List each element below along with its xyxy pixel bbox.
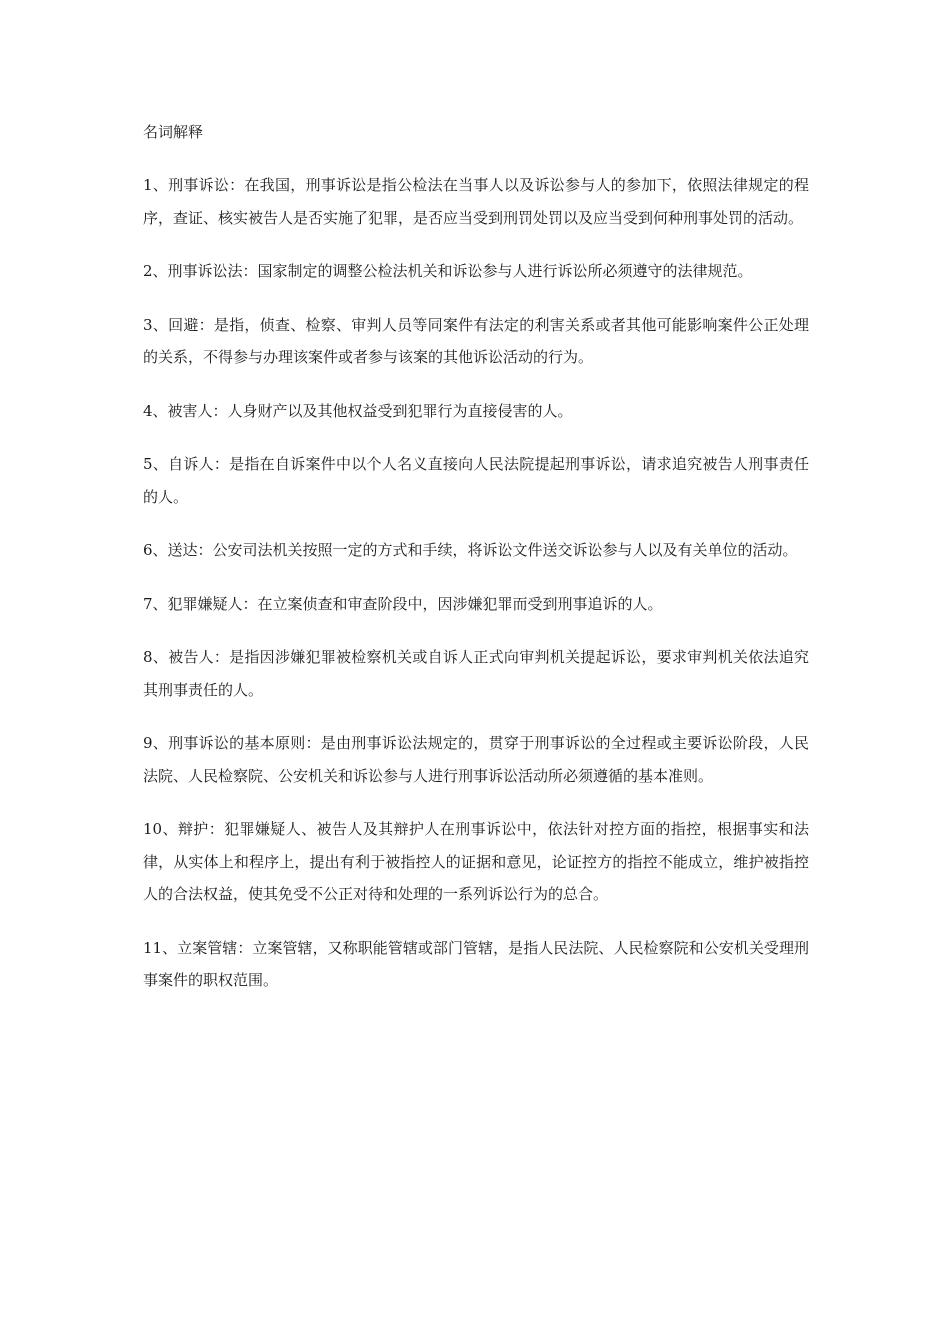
term-definition-5: 5、自诉人：是指在自诉案件中以个人名义直接向人民法院提起刑事诉讼，请求追究被告人刑事责任的人。	[143, 455, 809, 506]
term-definition-7: 7、犯罪嫌疑人：在立案侦查和审查阶段中，因涉嫌犯罪而受到刑事追诉的人。	[143, 594, 663, 613]
term-definition-8: 8、被告人：是指因涉嫌犯罪被检察机关或自诉人正式向审判机关提起诉讼，要求审判机关依法追究其刑事责任的人。	[143, 648, 809, 699]
term-definition-4: 4、被害人：人身财产以及其他权益受到犯罪行为直接侵害的人。	[143, 401, 573, 420]
term-definition-1: 1、刑事诉讼：在我国，刑事诉讼是指公检法在当事人以及诉讼参与人的参加下，依照法律规定的程序，查证、核实被告人是否实施了犯罪，是否应当受到刑罚处罚以及应当受到何种刑事处罚的活动。	[143, 176, 809, 227]
term-definition-11: 11、立案管辖：立案管辖，又称职能管辖或部门管辖，是指人民法院、人民检察院和公安机关受理刑事案件的职权范围。	[143, 938, 809, 989]
term-definition-6: 6、送达：公安司法机关按照一定的方式和手续，将诉讼文件送交诉讼参与人以及有关单位的活动。	[143, 541, 798, 559]
term-definition-2: 2、刑事诉讼法：国家制定的调整公检法机关和诉讼参与人进行诉讼所必须遵守的法律规范。	[143, 262, 753, 280]
term-definition-10: 10、辩护：犯罪嫌疑人、被告人及其辩护人在刑事诉讼中，依法针对控方面的指控，根据事实和法律，从实体上和程序上，提出有利于被指控人的证据和意见，论证控方的指控不能成立，维护被指控人的合法权益，使其免受不公正对待和处理的一系列诉讼行为的总合。	[143, 820, 809, 903]
term-definition-3: 3、回避：是指，侦查、检察、审判人员等同案件有法定的利害关系或者其他可能影响案件公正处理的关系，不得参与办理该案件或者参与该案的其他诉讼活动的行为。	[143, 315, 809, 366]
document-title: 名词解释	[143, 123, 204, 141]
term-definition-9: 9、刑事诉讼的基本原则：是由刑事诉讼法规定的，贯穿于刑事诉讼的全过程或主要诉讼阶段，人民法院、人民检察院、公安机关和诉讼参与人进行刑事诉讼活动所必须遵循的基本准则。	[143, 734, 809, 785]
document-page	[143, 116, 809, 1018]
